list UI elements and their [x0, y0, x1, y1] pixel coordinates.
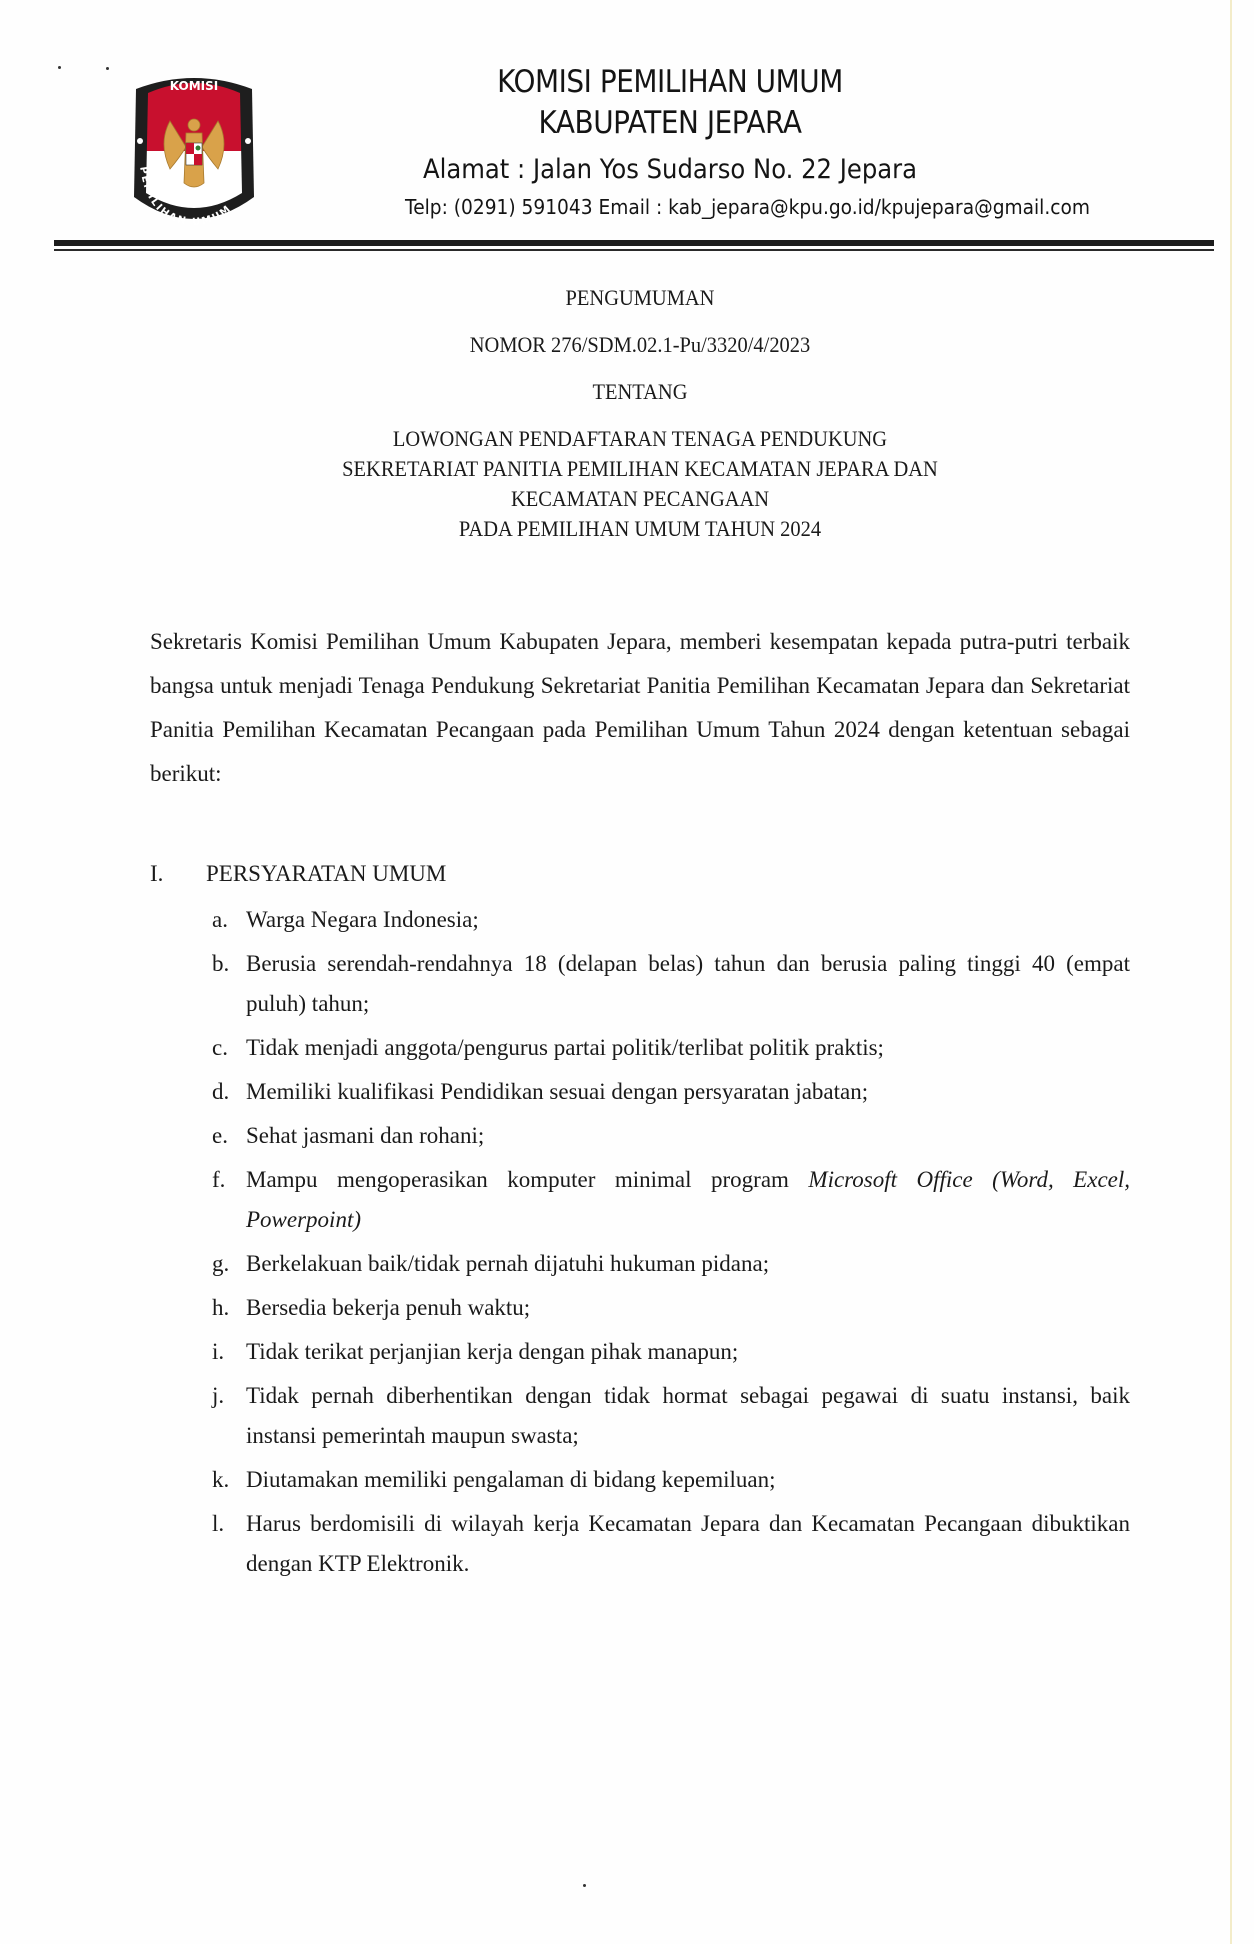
- list-item-text: Memiliki kualifikasi Pendidikan sesuai dengan persyaratan jabatan;: [246, 1079, 869, 1104]
- list-item-text: Tidak terikat perjanjian kerja dengan pihak manapun;: [246, 1339, 739, 1364]
- document-number: NOMOR 276/SDM.02.1-Pu/3320/4/2023: [469, 332, 811, 357]
- list-item-text: Harus berdomisili di wilayah kerja Kecamatan Jepara dan Kecamatan Pecangaan dibuktikan dengan KTP Elektronik.: [246, 1511, 1130, 1576]
- list-item-text: Diutamakan memiliki pengalaman di bidang kepemiluan;: [246, 1467, 776, 1492]
- list-item: [212, 1376, 1130, 1456]
- list-item-letter: l.: [212, 1511, 225, 1536]
- list-item-text: [246, 1160, 1130, 1240]
- list-item-letter: b.: [212, 951, 230, 976]
- list-item: [212, 1072, 1130, 1112]
- list-item-text: Berusia serendah-rendahnya 18 (delapan belas) tahun dan berusia paling tinggi 40 (empat puluh) tahun;: [246, 951, 1130, 1016]
- list-item-text-plain: Mampu mengoperasikan komputer minimal program: [246, 1167, 809, 1192]
- letterhead: [260, 62, 1091, 222]
- subject-line: LOWONGAN PENDAFTARAN TENAGA PENDUKUNG: [392, 426, 888, 451]
- scan-speck: [106, 67, 109, 70]
- list-item: [212, 1332, 1130, 1372]
- section-number: I.: [150, 861, 164, 886]
- list-item: [212, 1504, 1130, 1584]
- list-item: [212, 944, 1130, 1024]
- list-item-text: Tidak pernah diberhentikan dengan tidak hormat sebagai pegawai di suatu instansi, baik instansi pemerintah maupun swasta;: [246, 1383, 1130, 1448]
- section-heading: [150, 854, 1130, 894]
- requirements-list: [150, 900, 1130, 1584]
- intro-paragraph: [150, 620, 1130, 796]
- list-item-text: Bersedia bekerja penuh waktu;: [246, 1295, 531, 1320]
- scan-edge: [1230, 0, 1232, 1944]
- scan-speck: [58, 66, 61, 69]
- address: Alamat : Jalan Yos Sudarso No. 22 Jepara: [422, 154, 918, 185]
- scan-speck: [583, 1884, 586, 1887]
- list-item-letter: k.: [212, 1467, 230, 1492]
- list-item-text: Berkelakuan baik/tidak pernah dijatuhi hukuman pidana;: [246, 1251, 770, 1276]
- subject-line: SEKRETARIAT PANITIA PEMILIHAN KECAMATAN JEPARA DAN: [342, 456, 938, 481]
- sub-organization-name: KABUPATEN JEPARA: [538, 105, 802, 141]
- list-item-text-italic: Microsoft Office (Word, Excel, Powerpoint): [246, 1167, 1130, 1232]
- list-item-letter: h.: [212, 1295, 230, 1320]
- document-type: PENGUMUMAN: [565, 285, 715, 310]
- contact-info: Telp: (0291) 591043 Email : kab_jepara@kpu.go.id/kpujepara@gmail.com: [404, 195, 1091, 219]
- section-title: PERSYARATAN UMUM: [206, 861, 447, 886]
- kpu-garuda-emblem-icon: [130, 73, 258, 235]
- subject-line: PADA PEMILIHAN UMUM TAHUN 2024: [458, 516, 822, 541]
- intro-text: Sekretaris Komisi Pemilihan Umum Kabupaten Jepara, memberi kesempatan kepada putra-putri terbaik bangsa untuk menjadi Tenaga Pendukung Sekretariat Panitia Pemilihan Kecamatan Jepara dan Sekretariat Panitia Pemilihan Kecamatan Pecangaan pada Pemilihan Umum Tahun 2024 dengan ketentuan sebagai berikut:: [150, 629, 1130, 786]
- list-item: [212, 1244, 1130, 1284]
- list-item-text: Warga Negara Indonesia;: [246, 907, 479, 932]
- letterhead-divider-thick: [54, 240, 1214, 246]
- list-item: [212, 1028, 1130, 1068]
- list-item-letter: e.: [212, 1123, 228, 1148]
- list-item-letter: i.: [212, 1339, 225, 1364]
- logo-top-text: KOMISI: [169, 79, 219, 93]
- about-label: TENTANG: [592, 379, 688, 404]
- list-item-letter: c.: [212, 1035, 228, 1060]
- list-item-letter: d.: [212, 1079, 230, 1104]
- letterhead-divider-thin: [54, 249, 1214, 251]
- list-item-text: Tidak menjadi anggota/pengurus partai politik/terlibat politik praktis;: [246, 1035, 884, 1060]
- section-general-requirements: [150, 854, 1130, 1588]
- list-item-letter: j.: [212, 1383, 225, 1408]
- list-item-text: Sehat jasmani dan rohani;: [246, 1123, 485, 1148]
- list-item-letter: f.: [212, 1167, 226, 1192]
- list-item-letter: a.: [212, 907, 228, 932]
- logo-ring-text: PEMILIHAN UMUM: [137, 165, 235, 229]
- list-item: [212, 1160, 1130, 1240]
- subject-line: KECAMATAN PECANGAAN: [510, 486, 770, 511]
- announcement-title: [120, 283, 1160, 544]
- organization-name: KOMISI PEMILIHAN UMUM: [497, 64, 843, 100]
- list-item: [212, 900, 1130, 940]
- list-item-letter: g.: [212, 1251, 230, 1276]
- list-item: [212, 1288, 1130, 1328]
- kpu-logo: [130, 73, 258, 235]
- list-item: [212, 1116, 1130, 1156]
- list-item: [212, 1460, 1130, 1500]
